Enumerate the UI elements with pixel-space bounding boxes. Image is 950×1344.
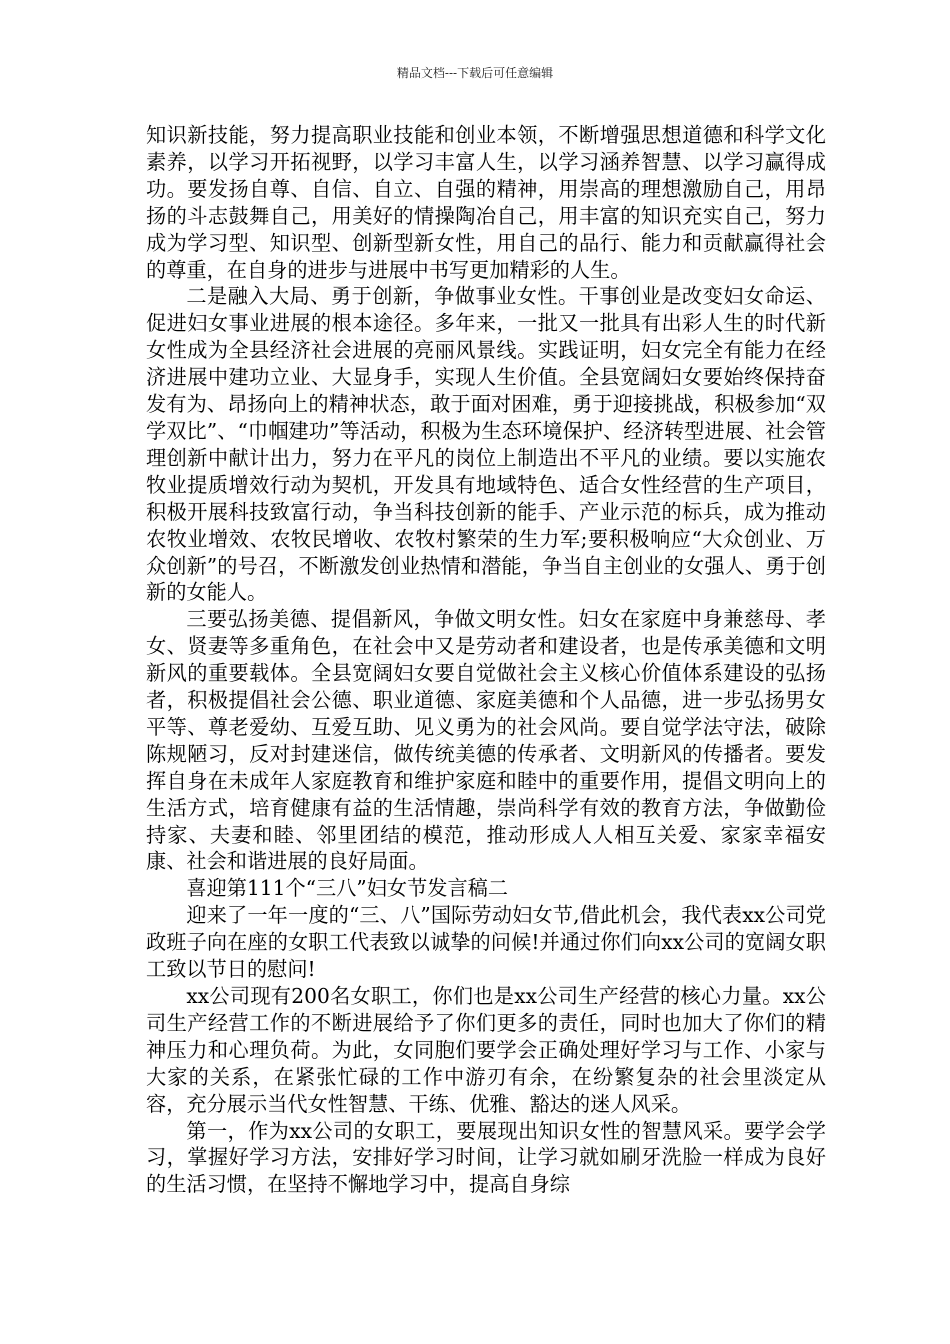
page-header: 精品文档---下载后可任意编辑 bbox=[396, 66, 554, 80]
speech-subtitle: 喜迎第111个“三八”妇女节发言稿二 bbox=[186, 876, 509, 901]
paragraph-greeting: 迎来了一年一度的“三、八”国际劳动妇女节,借此机会，我代表xx公司党政班子向在座的女职工代表致以诚挚的问候!并通过你们向xx公司的宽阔女职工致以节日的慰问! bbox=[146, 903, 826, 982]
paragraph-continuation: 知识新技能，努力提高职业技能和创业本领，不断增强思想道德和科学文化素养，以学习开拓视野，以学习丰富人生，以学习涵养智慧、以学习赢得成功。要发扬自尊、自信、自立、自强的精神，用崇高的理想激励自己，用昂扬的斗志鼓舞自己，用美好的情操陶冶自己，用丰富的知识充实自己，努力成为学习型、知识型、创新型新女性，用自己的品行、能力和贡献赢得社会的尊重，在自身的进步与进展中书写更加精彩的人生。 bbox=[146, 123, 826, 282]
paragraph-company-staff: xx公司现有200名女职工，你们也是xx公司生产经营的核心力量。xx公司生产经营工作的不断进展给予了你们更多的责任，同时也加大了你们的精神压力和心理负荷。为此，女同胞们要学会正确处理好学习与工作、小家与大家的关系，在紧张忙碌的工作中游刃有余，在纷繁复杂的社会里淡定从容，充分展示当代女性智慧、干练、优雅、豁达的迷人风采。 bbox=[146, 984, 826, 1116]
paragraph-career-women: 二是融入大局、勇于创新，争做事业女性。干事创业是改变妇女命运、促进妇女事业进展的根本途径。多年来，一批又一批具有出彩人生的时代新女性成为全县经济社会进展的亮丽风景线。实践证明，妇女完全有能力在经济进展中建功立业、大显身手，实现人生价值。全县宽阔妇女要始终保持奋发有为、昂扬向上的精神状态，敢于面对困难，勇于迎接挑战，积极参加“双学双比”、“巾帼建功”等活动，积极为生态环境保护、经济转型进展、社会管理创新中献计出力，努力在平凡的岗位上制造出不平凡的业绩。要以实施农牧业提质增效行动为契机，开发具有地域特色、适合女性经营的生产项目，积极开展科技致富行动，争当科技创新的能手、产业示范的标兵，成为推动农牧业增效、农牧民增收、农牧村繁荣的生力军;要积极响应“大众创业、万众创新”的号召，不断激发创业热情和潜能，争当自主创业的女强人、勇于创新的女能人。 bbox=[146, 284, 826, 605]
document-body bbox=[146, 122, 826, 1198]
paragraph-civilized-women: 三要弘扬美德、提倡新风，争做文明女性。妇女在家庭中身兼慈母、孝女、贤妻等多重角色，在社会中又是劳动者和建设者，也是传承美德和文明新风的重要载体。全县宽阔妇女要自觉做社会主义核心价值体系建设的弘扬者，积极提倡社会公德、职业道德、家庭美德和个人品德，进一步弘扬男女平等、尊老爱幼、互爱互助、见义勇为的社会风尚。要自觉学法守法，破除陈规陋习，反对封建迷信，做传统美德的传承者、文明新风的传播者。要发挥自身在未成年人家庭教育和维护家庭和睦中的重要作用，提倡文明向上的生活方式，培育健康有益的生活情趣，崇尚科学有效的教育方法，争做勤俭持家、夫妻和睦、邻里团结的模范，推动形成人人相互关爱、家家幸福安康、社会和谐进展的良好局面。 bbox=[146, 607, 826, 874]
paragraph-first-point: 第一，作为xx公司的女职工，要展现出知识女性的智慧风采。要学会学习，掌握好学习方法，安排好学习时间，让学习就如刷牙洗脸一样成为良好的生活习惯，在坚持不懈地学习中，提高自身综 bbox=[146, 1118, 826, 1197]
